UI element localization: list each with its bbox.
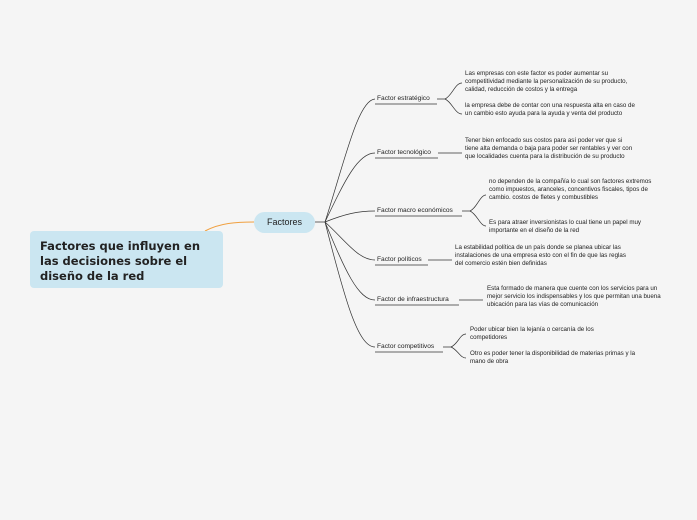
factor-tecnologico[interactable]: Factor tecnológico xyxy=(377,149,431,156)
link-politicos xyxy=(325,222,375,260)
root-hub-link xyxy=(205,222,254,231)
detail-link-e2 xyxy=(445,99,462,114)
factor-politicos[interactable]: Factor políticos xyxy=(377,256,422,263)
root-title: Factores que influyen en las decisiones sobre el diseño de la red xyxy=(40,239,201,283)
detail-infraestructura-1[interactable]: Esta formado de manera que cuente con los servicios para un mejor servicio los indispensables y los que permitan una buena ubicación para las vías de comunicación xyxy=(487,285,661,308)
factor-infraestructura[interactable]: Factor de infraestructura xyxy=(377,296,449,303)
detail-estrategico-1[interactable]: Las empresas con este factor es poder aumentar su competitividad mediante la personalización de su producto, calidad, reducción de costos y la entrega xyxy=(465,70,628,93)
link-estrategico xyxy=(315,99,375,222)
detail-macro-1[interactable]: no dependen de la compañía lo cual son factores extremos como impuestos, aranceles, concentivos fiscales, tipos de cambio. costos de fletes y combustibles xyxy=(489,178,652,201)
factor-estrategico[interactable]: Factor estratégico xyxy=(377,95,430,102)
detail-estrategico-2[interactable]: la empresa debe de contar con una respuesta alta en caso de un cambio esto ayuda para la ayuda y venta del producto xyxy=(465,102,635,117)
hub-topic-factores[interactable] xyxy=(254,212,315,233)
hub-label: Factores xyxy=(266,217,302,227)
detail-politicos-1[interactable]: La estabilidad política de un país donde se planea ubicar las instalaciones de una empresa esto con el fin de que las reglas del comercio estén bien definidas xyxy=(455,244,626,267)
factor-macro-economicos[interactable]: Factor macro económicos xyxy=(377,207,453,214)
detail-link-c1 xyxy=(443,334,466,347)
factor-competitivos[interactable]: Factor competitivos xyxy=(377,343,435,350)
detail-macro-2[interactable]: Es para atraer inversionistas lo cual tiene un papel muy importante en el diseño de la red xyxy=(489,219,642,234)
link-infraestructura xyxy=(325,222,375,300)
link-tecnologico xyxy=(325,153,375,222)
detail-competitivos-1[interactable]: Poder ubicar bien la lejanía o cercanía de los competidores xyxy=(470,326,594,341)
link-competitivos xyxy=(325,222,375,347)
detail-link-c2 xyxy=(451,347,466,358)
detail-link-m2 xyxy=(470,211,486,226)
detail-link-e1 xyxy=(437,83,462,99)
detail-link-m1 xyxy=(462,195,486,211)
root-topic[interactable] xyxy=(30,231,223,288)
detail-tecnologico-1[interactable]: Tener bien enfocado sus costos para así poder ver que si tiene alta demanda o baja para poder ser rentables y ver con que localidades cuenta para la distribución de su producto xyxy=(465,137,633,160)
detail-competitivos-2[interactable]: Otro es poder tener la disponibilidad de materias primas y la mano de obra xyxy=(470,350,636,365)
link-macro xyxy=(325,211,375,222)
